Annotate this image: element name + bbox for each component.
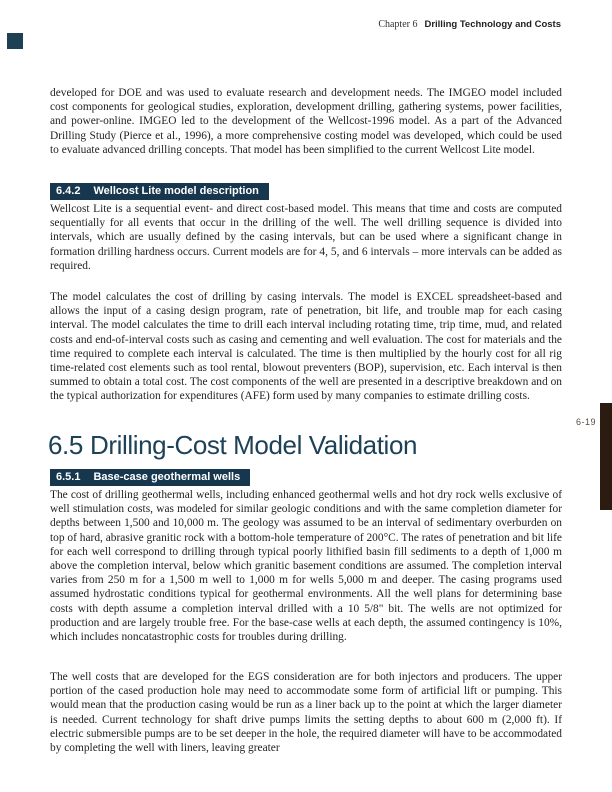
body-paragraph: Wellcost Lite is a sequential event- and direct cost-based model. This means that time and costs are computed sequentially for all events that occur in the drilling of the well. The well drilling sequence is divided into intervals, which are usually defined by the casing intervals, but can be used where a significant change in formation drilling hardness occurs. Current models are for 4, 5, and 6 intervals – more intervals can be added as required. <box>50 203 562 272</box>
section-number: 6.5.1 <box>56 471 81 483</box>
section-title: Base-case geothermal wells <box>93 471 241 483</box>
chapter-side-tab <box>600 403 612 510</box>
section-title: Wellcost Lite model description <box>93 185 259 197</box>
body-paragraph: The model calculates the cost of drilling by casing intervals. The model is EXCEL spreadsheet-based and allows the input of a casing design program, rate of penetration, bit life, and trouble map for each casing interval. The model calculates the time to drill each interval including rotating time, trip time, mud, and related costs and end-of-interval costs such as casing and cementing and well evaluation. The cost for materials and the time required to complete each interval is calculated. The time is then multiplied by the hourly cost for all rig time-related cost elements such as tool rental, blowout preventers (BOP), supervision, etc. Each interval is then summed to obtain a total cost. The cost components of the well are presented in a descriptive breakdown and on the typical authorization for expenditures (AFE) form used by many companies to estimate drilling costs. <box>50 291 562 403</box>
corner-marker-square <box>7 33 23 49</box>
section-number: 6.4.2 <box>56 185 81 197</box>
section-title: Drilling-Cost Model Validation <box>89 430 418 460</box>
section-heading-bar-6-4-2 <box>50 183 269 200</box>
section-heading-bar-6-5-1 <box>50 469 250 486</box>
page-header <box>378 14 561 32</box>
section-heading-6-5 <box>48 431 417 460</box>
page-number: 6-19 <box>575 417 596 427</box>
body-paragraph: The well costs that are developed for the EGS consideration are for both injectors and producers. The upper portion of the cased production hole may need to accommodate some form of artificial lift or pumping. This would mean that the production casing would be run as a liner back up to the point at which the larger diameter is needed. Current technology for shaft drive pumps limits the setting depths to about 600 m (2,000 ft). If electric submersible pumps are to be set deeper in the hole, the required diameter will have to be accommodated by completing the well with liners, leaving greater <box>50 671 562 755</box>
body-paragraph: The cost of drilling geothermal wells, including enhanced geothermal wells and hot dry rock wells exclusive of well stimulation costs, was modeled for similar geologic conditions and with the same completion diameter for depths between 1,500 and 10,000 m. The geology was assumed to be an interval of sedimentary overburden on top of hard, abrasive granitic rock with a bottom-hole temperature of 200°C. The rates of penetration and bit life for each well correspond to drilling through typical poorly lithified basin fill sediments to a depth of 1,000 m above the completion interval, below which granitic basement conditions are assumed. The completion interval varies from 250 m for a 1,500 m well to 1,000 m for wells 5,000 m and deeper. The casing programs used assumed hydrostatic conditions typical for geothermal environments. All the well plans for determining base costs with depth assume a completion interval drilled with a 10 5/8" bit. The wells are not optimized for production and are largely trouble free. For the base-case wells at each depth, the assumed contingency is 10%, which includes noncatastrophic costs for troubles during drilling. <box>50 489 562 644</box>
chapter-label: Chapter 6 <box>378 19 418 30</box>
intro-paragraph: developed for DOE and was used to evaluate research and development needs. The IMGEO model included cost components for geological studies, exploration, development drilling, gathering systems, power facilities, and power-online. IMGEO led to the development of the Wellcost-1996 model. As a part of the Advanced Drilling Study (Pierce et al., 1996), a more comprehensive costing model was developed, which could be used to evaluate advanced drilling concepts. That model has been simplified to the current Wellcost Lite model. <box>50 87 562 156</box>
chapter-title: Drilling Technology and Costs <box>424 19 561 30</box>
section-number: 6.5 <box>48 430 83 460</box>
